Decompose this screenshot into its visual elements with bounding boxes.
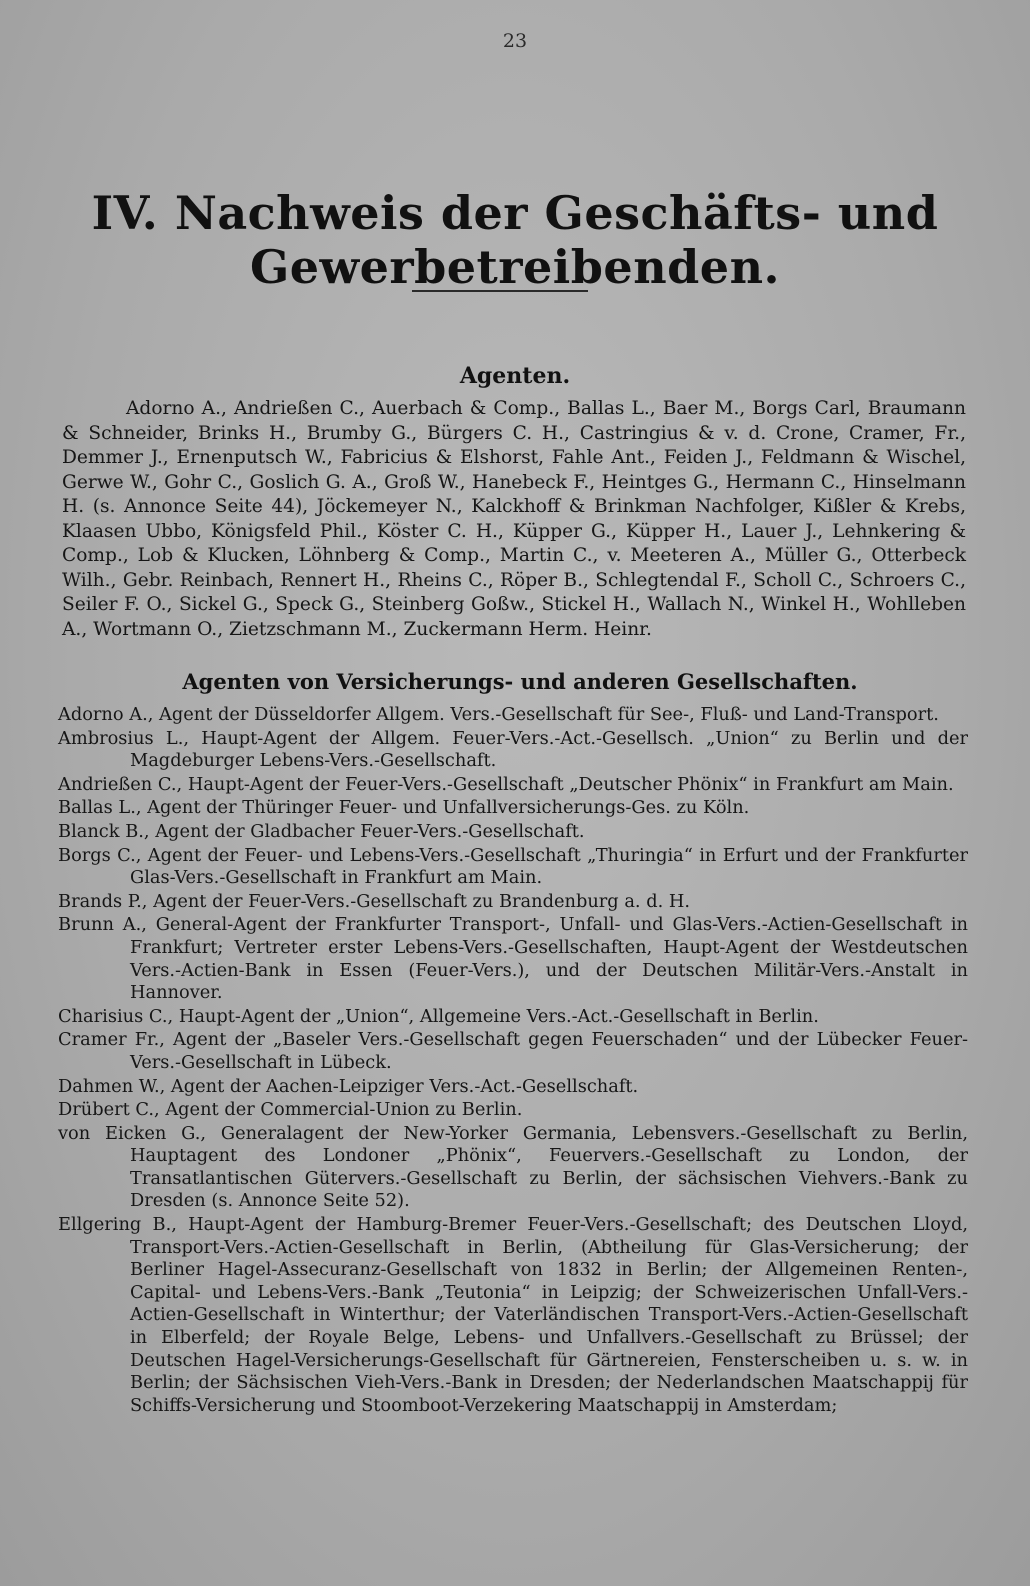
list-item: Andrießen C., Haupt-Agent der Feuer-Vers.-Gesellschaft „Deutscher Phönix“ in Frankfurt am Main. — [58, 773, 954, 795]
list-item: Adorno A., Agent der Düsseldorfer Allgem. Vers.-Gesellschaft für See-, Fluß- und Land-Transport. — [58, 704, 939, 725]
list-item: Brunn A., General-Agent der Frankfurter Transport-, Unfall- und Glas-Vers.-Actien-Gesellschaft in Frankfurt; Vertreter erster Lebens-Vers.-Gesellschaften, Haupt-Agent der Westdeutschen Vers.-Actien-Bank in Essen (Feuer-Vers.), und der Deutschen Militär-Vers.-Anstalt in Hannover. — [58, 914, 968, 1004]
list-item: Drübert C., Agent der Commercial-Union zu Berlin. — [58, 1099, 523, 1121]
list-item: Ballas L., Agent der Thüringer Feuer- und Unfallversicherungs-Ges. zu Köln. — [58, 797, 750, 819]
list-item: Charisius C., Haupt-Agent der „Union“, Allgemeine Vers.-Act.-Gesellschaft in Berlin. — [58, 1005, 819, 1027]
chapter-title: IV. Nachweis der Geschäfts- und Gewerbetreibenden. — [91, 186, 939, 294]
list-item: Ambrosius L., Haupt-Agent der Allgem. Feuer-Vers.-Act.-Gesellsch. „Union“ zu Berlin und der Magdeburger Lebens-Vers.-Gesellschaft. — [58, 727, 968, 772]
page-number: 23 — [502, 30, 528, 52]
list-item: von Eicken G., Generalagent der New-Yorker Germania, Lebensvers.-Gesellschaft zu Berlin, Hauptagent des Londoner „Phönix“, Feuervers.-Gesellschaft zu London, der Transatlantischen Gütervers.-Gesellschaft zu Berlin, der sächsischen Viehvers.-Bank zu Dresden (s. Annonce Seite 52). — [58, 1122, 968, 1212]
title-divider — [412, 290, 588, 292]
section-heading-versicherung: Agenten von Versicherungs- und anderen Gesellschaften. — [182, 669, 858, 694]
insurance-agent-list — [58, 704, 968, 1418]
agent-names-paragraph: Adorno A., Andrießen C., Auerbach & Comp., Ballas L., Baer M., Borgs Carl, Braumann & Schneider, Brinks H., Brumby G., Bürgers C. H., Castringius & v. d. Crone, Cramer, Fr., Demmer J., Ernenputsch W., Fabricius & Elshorst, Fahle Ant., Feiden J., Feldmann & Wischel, Gerwe W., Gohr C., Goslich G. A., Groß W., Hanebeck F., Heintges G., Hermann C., Hinselmann H. (s. Annonce Seite 44), Jöckemeyer N., Kalckhoff & Brinkman Nachfolger, Kißler & Krebs, Klaasen Ubbo, Königsfeld Phil., Köster C. H., Küpper G., Küpper H., Lauer J., Lehnkering & Comp., Lob & Klucken, Löhnberg & Comp., Martin C., v. Meeteren A., Müller G., Otterbeck Wilh., Gebr. Reinbach, Rennert H., Rheins C., Röper B., Schlegtendal F., Scholl C., Schroers C., Seiler F. O., Sickel G., Speck G., Steinberg Goßw., Stickel H., Wallach N., Winkel H., Wohlleben A., Wortmann O., Zietzschmann M., Zuckermann Herm. Heinr. — [62, 398, 966, 640]
list-item: Cramer Fr., Agent der „Baseler Vers.-Gesellschaft gegen Feuerschaden“ und der Lübecker Feuer-Vers.-Gesellschaft in Lübeck. — [58, 1029, 968, 1073]
list-item: Borgs C., Agent der Feuer- und Lebens-Vers.-Gesellschaft „Thuringia“ in Erfurt und der Frankfurter Glas-Vers.-Gesellschaft in Frankfurt am Main. — [58, 844, 968, 889]
list-item: Ellgering B., Haupt-Agent der Hamburg-Bremer Feuer-Vers.-Gesellschaft; des Deutschen Lloyd, Transport-Vers.-Actien-Gesellschaft in Berlin, (Abtheilung für Glas-Versicherung; der Berliner Hagel-Assecuranz-Gesellschaft von 1832 in Berlin; der Allgemeinen Renten-, Capital- und Lebens-Vers.-Bank „Teutonia“ in Leipzig; der Schweizerischen Unfall-Vers.-Actien-Gesellschaft in Winterthur; der Vaterländischen Transport-Vers.-Actien-Gesellschaft in Elberfeld; der Royale Belge, Lebens- und Unfallvers.-Gesellschaft zu Brüssel; der Deutschen Hagel-Versicherungs-Gesellschaft für Gärtnereien, Fensterscheiben u. s. w. in Berlin; der Sächsischen Vieh-Vers.-Bank in Dresden; der Nederlandschen Maatschappij für Schiffs-Versicherung und Stoomboot-Verzekering Maatschappij in Amsterdam; — [58, 1214, 968, 1416]
list-item: Dahmen W., Agent der Aachen-Leipziger Vers.-Act.-Gesellschaft. — [58, 1075, 639, 1097]
list-item: Blanck B., Agent der Gladbacher Feuer-Vers.-Gesellschaft. — [58, 820, 585, 842]
section-heading-agenten: Agenten. — [459, 363, 571, 389]
list-item: Brands P., Agent der Feuer-Vers.-Gesellschaft zu Brandenburg a. d. H. — [58, 890, 691, 912]
